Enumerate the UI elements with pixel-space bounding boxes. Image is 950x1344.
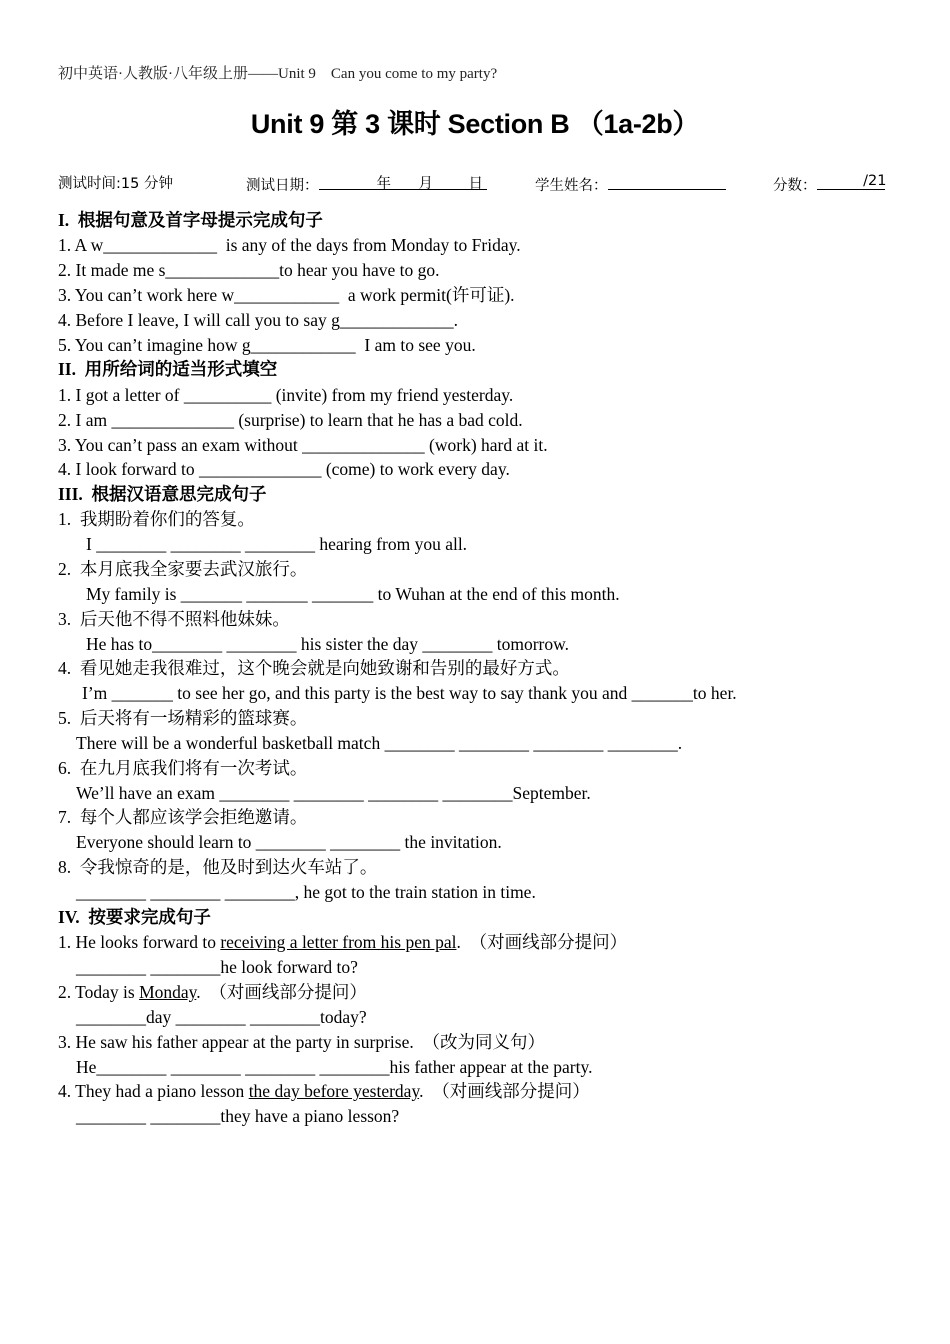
exercise-line: Everyone should learn to ________ ________ the invitation. xyxy=(76,832,502,852)
exercise-line: 1. I got a letter of __________ (invite) from my friend yesterday. xyxy=(58,385,514,405)
exercise-line: 2. It made me s_____________to hear you have to go. xyxy=(58,260,440,280)
exercise-line: ________day ________ ________today? xyxy=(76,1007,367,1027)
underlined-phrase: Monday xyxy=(139,982,197,1002)
exercise-line: 6. 在九月底我们将有一次考试。 xyxy=(58,758,308,778)
exercise-line: 3. 后天他不得不照料他妹妹。 xyxy=(58,609,290,629)
date-label: 测试日期： xyxy=(246,178,319,194)
section-heading: IV. 按要求完成句子 xyxy=(58,907,211,927)
exercise-line: ________ ________they have a piano lesson? xyxy=(76,1106,400,1126)
exercise-line: We’ll have an exam ________ ________ ________ ________September. xyxy=(76,783,591,803)
score-label: 分数： xyxy=(773,178,817,194)
line-text: . （对画线部分提问） xyxy=(419,1081,590,1101)
exercise-line: My family is _______ _______ _______ to Wuhan at the end of this month. xyxy=(86,584,620,604)
exercise-line: 3. You can’t work here w____________ a work permit(许可证). xyxy=(58,285,515,305)
line-text: 2. Today is xyxy=(58,982,140,1002)
score xyxy=(773,172,885,195)
underlined-phrase: the day before yesterday xyxy=(248,1081,420,1101)
exercise-line: 8. 令我惊奇的是，他及时到达火车站了。 xyxy=(58,857,378,877)
line-text: 1. He looks forward to xyxy=(58,932,221,952)
section-heading: II. 用所给词的适当形式填空 xyxy=(58,359,278,379)
section-heading: III. 根据汉语意思完成句子 xyxy=(58,484,267,504)
year-label: 年 xyxy=(376,176,391,192)
underlined-phrase: receiving a letter from his pen pal xyxy=(220,932,457,952)
exercise-line: ________ ________ ________, he got to the train station in time. xyxy=(76,882,536,902)
test-time: 测试时间:15 分钟 xyxy=(58,176,173,192)
exercise-line xyxy=(58,1080,590,1102)
exercise-line: 1. A w_____________ is any of the days from Monday to Friday. xyxy=(58,235,521,255)
exercise-line: 3. You can’t pass an exam without ______________ (work) hard at it. xyxy=(58,435,548,455)
date-blank[interactable] xyxy=(319,172,487,190)
exercise-line: 1. 我期盼着你们的答复。 xyxy=(58,509,255,529)
line-text: . （对画线部分提问） xyxy=(456,932,628,952)
exercise-line: 7. 每个人都应该学会拒绝邀请。 xyxy=(58,807,308,827)
exercise-line: 4. I look forward to ______________ (come) to work every day. xyxy=(58,459,510,479)
line-text: 4. They had a piano lesson xyxy=(58,1081,249,1101)
day-label: 日 xyxy=(468,176,483,192)
exercise-line: ________ ________he look forward to? xyxy=(76,957,358,977)
page-title: Unit 9 第 3 课时 Section B （1a-2b） xyxy=(250,109,700,139)
exercise-line: 4. 看见她走我很难过，这个晚会就是向她致谢和告别的最好方式。 xyxy=(58,658,570,678)
exercise-line: 2. 本月底我全家要去武汉旅行。 xyxy=(58,559,308,579)
month-label: 月 xyxy=(418,176,433,192)
exercise-line: 3. He saw his father appear at the party in surprise. （改为同义句） xyxy=(58,1032,545,1052)
exercise-line: There will be a wonderful basketball match ________ ________ ________ ________. xyxy=(76,733,683,753)
student-name xyxy=(535,172,726,195)
exercise-line: 5. 后天将有一场精彩的篮球赛。 xyxy=(58,708,308,728)
running-header: 初中英语·人教版·八年级上册——Unit 9 Can you come to my party? xyxy=(58,66,498,82)
exercise-line: 4. Before I leave, I will call you to say g_____________. xyxy=(58,310,458,330)
test-date xyxy=(246,172,487,195)
exercise-line: I ________ ________ ________ hearing from you all. xyxy=(86,534,468,554)
exercise-line: I’m _______ to see her go, and this party is the best way to say thank you and _______to her. xyxy=(82,683,737,703)
score-blank[interactable] xyxy=(817,172,885,190)
exercise-line: He________ ________ ________ ________his father appear at the party. xyxy=(76,1057,593,1077)
name-label: 学生姓名： xyxy=(535,178,608,194)
exercise-line: 2. I am ______________ (surprise) to learn that he has a bad cold. xyxy=(58,410,523,430)
exercise-line: He has to________ ________ his sister the day ________ tomorrow. xyxy=(86,634,569,654)
exercise-line xyxy=(58,931,627,953)
name-blank[interactable] xyxy=(608,172,726,190)
score-total: /21 xyxy=(863,173,887,189)
exercise-line: 5. You can’t imagine how g____________ I am to see you. xyxy=(58,335,476,355)
section-heading: I. 根据句意及首字母提示完成句子 xyxy=(58,210,323,230)
line-text: . （对画线部分提问） xyxy=(196,982,367,1002)
exercise-line xyxy=(58,981,367,1003)
